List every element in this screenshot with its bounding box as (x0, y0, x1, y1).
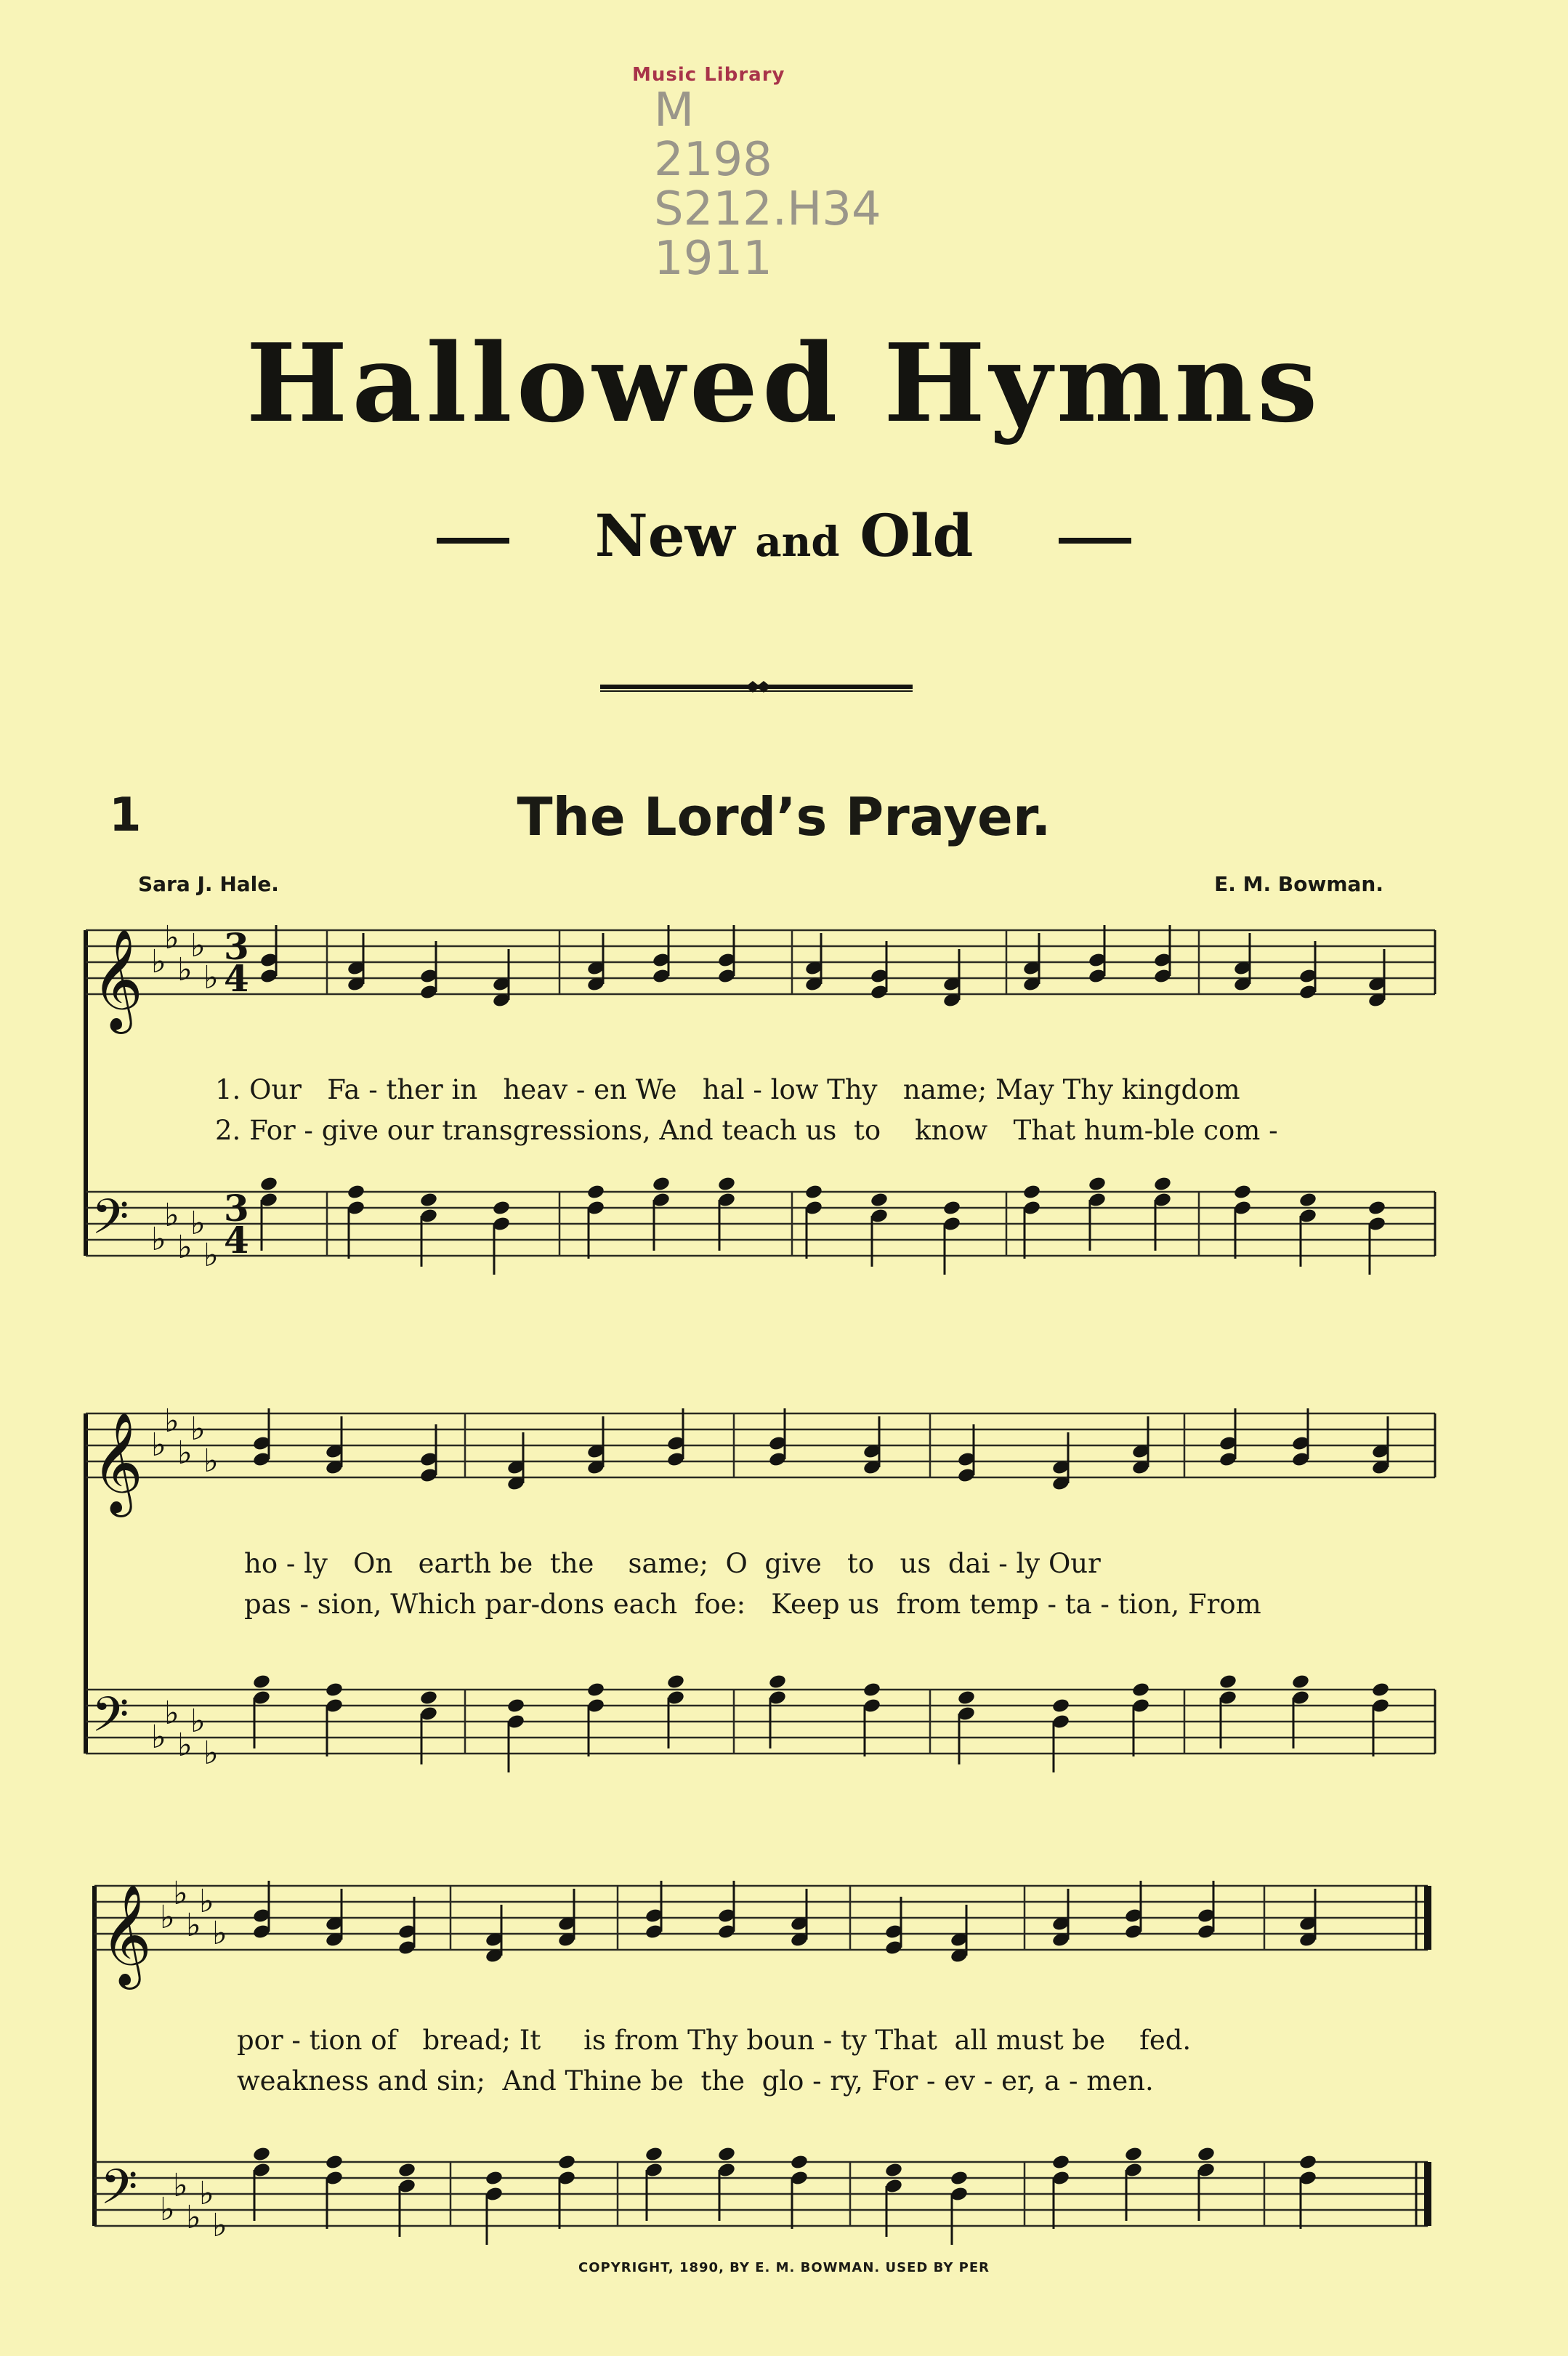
flat-icon: ♭ (151, 1719, 166, 1756)
note-head (1153, 1176, 1172, 1193)
flat-icon: ♭ (164, 1197, 179, 1234)
dash-ornament (437, 538, 509, 544)
flat-icon: ♭ (151, 1427, 166, 1464)
subtitle-and: and (755, 518, 840, 566)
note-head (804, 1184, 823, 1201)
note-head (419, 1192, 438, 1209)
lyric-line-v1-s3: por - tion of bread; It is from Thy boun - ty That all must be fed. (237, 2025, 1192, 2056)
book-title: Hallowed Hymns (246, 320, 1322, 446)
hymn-title: The Lord’s Prayer. (517, 786, 1051, 847)
call-number-line: 1911 (654, 232, 772, 286)
flat-icon: ♭ (199, 2175, 214, 2212)
flat-icon: ♭ (212, 2207, 227, 2244)
note-head (397, 2162, 416, 2179)
flat-icon: ♭ (186, 1907, 201, 1944)
copyright-notice: COPYRIGHT, 1890, BY E. M. BOWMAN. USED BY PER (578, 2260, 990, 2275)
note-head (492, 1200, 511, 1217)
flat-icon: ♭ (160, 2191, 175, 2228)
flat-icon: ♭ (190, 1205, 206, 1242)
note-head (586, 1682, 605, 1698)
flat-icon: ♭ (151, 943, 166, 980)
music-system-1 (0, 923, 1568, 1301)
divider-ornament (600, 679, 913, 694)
note-head (1124, 2146, 1143, 2163)
note-head (862, 1682, 881, 1698)
book-subtitle (0, 501, 1568, 570)
note-head (1051, 1698, 1070, 1714)
note-head (957, 1690, 976, 1706)
subtitle-new: New (594, 501, 735, 570)
note-head (1022, 1184, 1041, 1201)
flat-icon: ♭ (199, 1883, 214, 1920)
note-head (666, 1674, 685, 1690)
library-stamp-label: Music Library (632, 64, 785, 86)
note-head (347, 1184, 365, 1201)
library-stamp (625, 64, 1032, 286)
flat-icon: ♭ (203, 1237, 219, 1274)
treble-clef-icon: 𝄞 (92, 1412, 143, 1513)
lyric-line-v2-s1: 2. For - give our transgressions, And teach us to know That hum-ble com - (215, 1115, 1278, 1146)
lyric-line-v1-s1: 1. Our Fa - ther in heav - en We hal - low Thy name; May Thy kingdom (215, 1074, 1240, 1105)
flat-icon: ♭ (160, 1899, 175, 1936)
time-signature: 4 (224, 957, 249, 1000)
note-head (1371, 1682, 1390, 1698)
lyric-line-v2-s2: pas - sion, Which par-dons each foe: Keep us from temp - ta - tion, From (244, 1589, 1261, 1620)
flat-icon: ♭ (190, 1411, 206, 1448)
note-head (790, 2154, 809, 2171)
note-head (506, 1698, 525, 1714)
flat-icon: ♭ (203, 959, 219, 996)
treble-clef-icon: 𝄞 (92, 929, 143, 1030)
note-head (1298, 1192, 1317, 1209)
flat-icon: ♭ (173, 2167, 188, 2204)
flat-icon: ♭ (177, 1229, 193, 1266)
flat-icon: ♭ (164, 923, 179, 956)
note-head (644, 2146, 663, 2163)
flat-icon: ♭ (177, 1727, 193, 1764)
flat-icon: ♭ (164, 1406, 179, 1440)
note-head (942, 1200, 961, 1217)
flat-icon: ♭ (203, 1735, 219, 1772)
flat-icon: ♭ (186, 2199, 201, 2236)
flat-icon: ♭ (177, 951, 193, 988)
bass-clef-icon: 𝄢 (92, 1189, 129, 1256)
note-head (586, 1184, 605, 1201)
note-head (1298, 2154, 1317, 2171)
note-head (1367, 1200, 1386, 1217)
note-head (1197, 2146, 1216, 2163)
time-signature: 3 (224, 1187, 249, 1230)
call-number-line: 2198 (654, 133, 772, 187)
note-head (1131, 1682, 1150, 1698)
note-head (717, 2146, 736, 2163)
bass-clef-icon: 𝄢 (100, 2159, 138, 2227)
time-signature: 3 (224, 925, 249, 968)
flat-icon: ♭ (177, 1435, 193, 1472)
note-head (252, 1674, 271, 1690)
treble-clef-icon: 𝄞 (100, 1884, 152, 1985)
flat-icon: ♭ (164, 1695, 179, 1732)
note-head (1051, 2154, 1070, 2171)
lyricist-credit: Sara J. Hale. (138, 872, 279, 896)
bass-clef-icon: 𝄢 (92, 1687, 129, 1754)
note-head (1291, 1674, 1310, 1690)
lyric-line-v2-s3: weakness and sin; And Thine be the glo - ry, For - ev - er, a - men. (237, 2065, 1154, 2097)
note-head (419, 1690, 438, 1706)
dash-ornament (1059, 538, 1131, 544)
note-head (325, 1682, 344, 1698)
note-head (325, 2154, 344, 2171)
note-head (1088, 1176, 1107, 1193)
note-head (768, 1674, 787, 1690)
note-head (717, 1176, 736, 1193)
flat-icon: ♭ (190, 1703, 206, 1740)
flat-icon: ♭ (173, 1879, 188, 1912)
flat-icon: ♭ (190, 927, 206, 964)
note-head (870, 1192, 889, 1209)
note-head (252, 2146, 271, 2163)
note-head (1233, 1184, 1252, 1201)
note-head (652, 1176, 671, 1193)
call-number-line: S212.H34 (654, 182, 881, 236)
note-head (950, 2170, 969, 2187)
lyric-line-v1-s2: ho - ly On earth be the same; O give to us dai - ly Our (244, 1548, 1101, 1579)
subtitle-old: Old (860, 501, 974, 570)
note-head (1219, 1674, 1237, 1690)
hymn-number: 1 (109, 788, 142, 842)
flat-icon: ♭ (203, 1443, 219, 1480)
note-head (884, 2162, 903, 2179)
flat-icon: ♭ (212, 1915, 227, 1952)
note-head (557, 2154, 576, 2171)
note-head (259, 1176, 278, 1193)
note-head (485, 2170, 504, 2187)
flat-icon: ♭ (151, 1221, 166, 1258)
time-signature: 4 (224, 1219, 249, 1262)
call-number-line: M (654, 84, 695, 137)
composer-credit: E. M. Bowman. (1214, 872, 1383, 896)
